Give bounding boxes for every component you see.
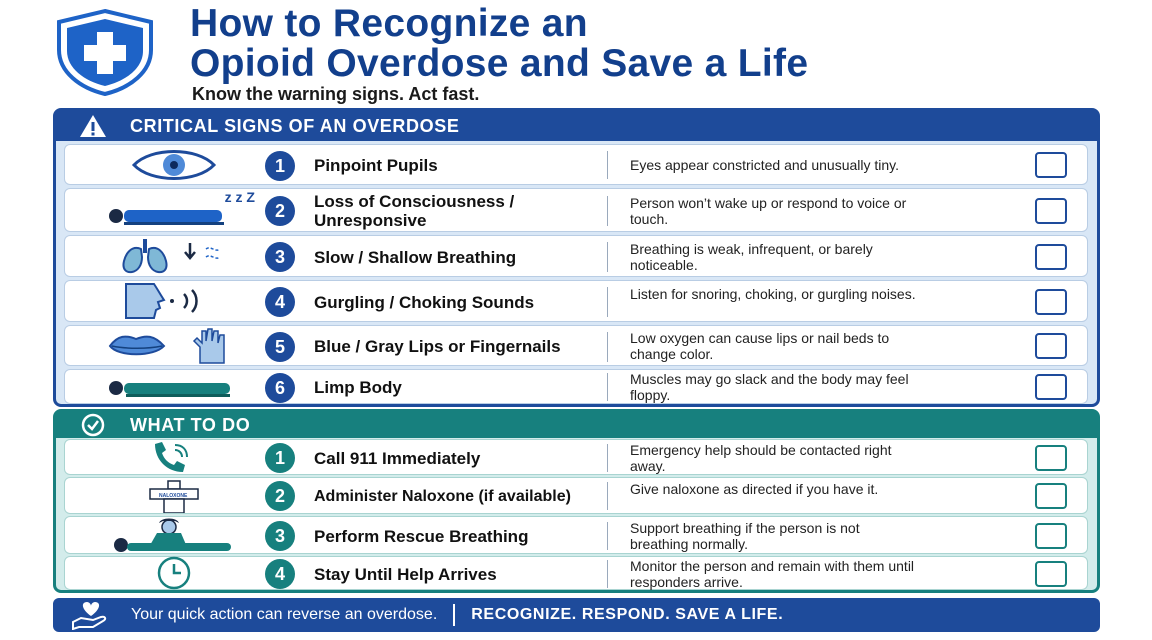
sign-number: 6 [265, 373, 295, 403]
sign-number: 1 [265, 151, 295, 181]
sign-row [64, 369, 1088, 404]
critical-signs-header [56, 111, 1097, 141]
row-divider [607, 560, 608, 588]
row-divider [607, 482, 608, 510]
action-description: Monitor the person and remain with them until responders arrive. [630, 558, 915, 590]
row-divider [607, 522, 608, 550]
phone-icon [89, 440, 259, 474]
sign-description: Breathing is weak, infrequent, or barely noticeable. [630, 241, 873, 273]
action-row [64, 516, 1088, 554]
action-checkbox[interactable] [1035, 445, 1067, 471]
critical-signs-panel [53, 108, 1100, 407]
what-to-do-panel [53, 409, 1100, 593]
sign-description: Low oxygen can cause lips or nail beds to change color. [630, 330, 890, 362]
medical-cross-shield-icon [52, 8, 158, 96]
action-row [64, 439, 1088, 475]
sign-number: 3 [265, 242, 295, 272]
critical-signs-heading: CRITICAL SIGNS OF AN OVERDOSE [130, 115, 460, 136]
sleeping-person-icon [89, 189, 259, 231]
row-divider [607, 196, 608, 226]
what-to-do-heading: WHAT TO DO [130, 414, 251, 435]
what-to-do-header [56, 412, 1097, 438]
action-title: Perform Rescue Breathing [314, 527, 529, 546]
clock-icon [89, 557, 259, 589]
sign-row [64, 188, 1088, 232]
action-checkbox[interactable] [1035, 561, 1067, 587]
lips-hand-icon [89, 326, 259, 365]
sign-title: Gurgling / Choking Sounds [314, 293, 535, 312]
sign-checkbox[interactable] [1035, 244, 1067, 270]
action-description: Support breathing if the person is not breathing normally. [630, 520, 860, 552]
lungs-icon [89, 236, 259, 276]
face-sound-icon [89, 281, 259, 321]
action-number: 4 [265, 559, 295, 589]
action-row [64, 477, 1088, 514]
sign-title: Pinpoint Pupils [314, 156, 438, 175]
action-description: Give naloxone as directed if you have it. [630, 481, 879, 497]
nasal-spray-icon [89, 478, 259, 513]
header [0, 0, 1152, 108]
sign-checkbox[interactable] [1035, 333, 1067, 359]
footer-divider [453, 604, 455, 626]
sign-checkbox[interactable] [1035, 152, 1067, 178]
row-divider [607, 242, 608, 272]
action-description: Emergency help should be contacted right away. [630, 442, 892, 474]
sign-title: Loss of Consciousness / Unresponsive [314, 192, 515, 230]
sign-description: Eyes appear constricted and unusually tiny. [630, 157, 900, 173]
sign-description: Muscles may go slack and the body may feel floppy. [630, 371, 909, 403]
sign-number: 4 [265, 287, 295, 317]
sign-description: Listen for snoring, choking, or gurgling noises. [630, 286, 916, 302]
title-line-2: Opioid Overdose and Save a Life [190, 42, 809, 85]
check-circle-icon [78, 412, 108, 438]
sign-checkbox[interactable] [1035, 289, 1067, 315]
footer-banner [53, 598, 1100, 632]
footer-message: Your quick action can reverse an overdose. [131, 606, 438, 623]
sign-row [64, 144, 1088, 185]
warning-triangle-icon [78, 113, 108, 139]
sign-row [64, 235, 1088, 277]
action-number: 1 [265, 443, 295, 473]
naloxone-label: NALOXONE [159, 493, 188, 499]
page-title [190, 4, 808, 84]
action-title: Call 911 Immediately [314, 449, 481, 468]
row-divider [607, 151, 608, 179]
action-number: 3 [265, 521, 295, 551]
sign-title: Blue / Gray Lips or Fingernails [314, 337, 561, 356]
heart-hand-icon [71, 599, 111, 631]
sign-row [64, 280, 1088, 322]
row-divider [607, 287, 608, 317]
sign-title: Limp Body [314, 378, 402, 397]
action-checkbox[interactable] [1035, 483, 1067, 509]
sign-row [64, 325, 1088, 366]
sign-title: Slow / Shallow Breathing [314, 248, 517, 267]
action-number: 2 [265, 481, 295, 511]
lying-person-icon [89, 370, 259, 403]
title-line-1: How to Recognize an [190, 2, 588, 45]
page-subtitle: Know the warning signs. Act fast. [192, 84, 480, 104]
row-divider [607, 373, 608, 401]
sleep-zzz-text: z z Z [224, 189, 255, 205]
sign-checkbox[interactable] [1035, 198, 1067, 224]
sign-checkbox[interactable] [1035, 374, 1067, 400]
sign-description: Person won’t wake up or respond to voice or touch. [630, 195, 907, 227]
row-divider [607, 444, 608, 472]
sign-number: 2 [265, 196, 295, 226]
action-title: Administer Naloxone (if available) [314, 488, 571, 505]
action-checkbox[interactable] [1035, 523, 1067, 549]
eye-icon [89, 145, 259, 184]
rescue-breathing-icon [89, 517, 259, 553]
action-row [64, 556, 1088, 590]
sign-number: 5 [265, 332, 295, 362]
action-title: Stay Until Help Arrives [314, 565, 497, 584]
row-divider [607, 332, 608, 362]
footer-slogan: RECOGNIZE. RESPOND. SAVE A LIFE. [471, 606, 784, 623]
